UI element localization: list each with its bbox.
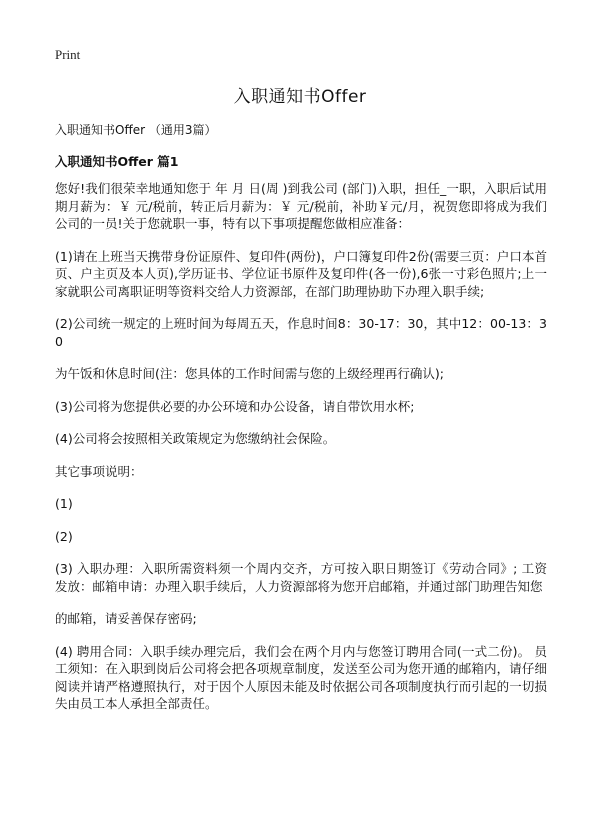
paragraph-note-1: (1) xyxy=(55,496,73,511)
document-subtitle: 入职通知书Offer （通用3篇） xyxy=(55,123,217,137)
paragraph-item-4: (4)公司将会按照相关政策规定为您缴纳社会保险。 xyxy=(55,431,336,446)
document-title: 入职通知书Offer xyxy=(233,87,367,107)
paragraph-note-2: (2) xyxy=(55,528,73,544)
paragraph-note-4: (4) 聘用合同：入职手续办理完后，我们会在两个月内与您签订聘用合同(一式二份)。 员工须知：在入职到岗后公司将会把各项规章制度，发送至公司为您开通的邮箱内，请仔细阅读并请严格遵照执行，对于因个人原因未能及时依据公司各项制度执行而引起的一切损失由员工本人承担全部责任。 xyxy=(55,643,547,711)
paragraph-item-1: (1)请在上班当天携带身份证原件、复印件(两份)，户口簿复印件2份(需要三页：户口本首页、户主页及本人页),学历证书、学位证书原件及复印件(各一份),6张一寸彩色照片;上一家就职公司离职证明等资料交给人力资源部，在部门助理协助下办理入职手续; xyxy=(55,248,547,299)
document-body xyxy=(55,180,547,728)
paragraph-other-notes: 其它事项说明： xyxy=(55,463,143,479)
paragraph-item-3: (3)公司将为您提供必要的办公环境和办公设备，请自带饮用水杯; xyxy=(55,398,415,414)
paragraph-note-3: (3) 入职办理：入职所需资料须一个周内交齐，方可按入职日期签订《劳动合同》; 工资发放：邮箱申请：办理入职手续后，人力资源部将为您开启邮箱，并通过部门助理告知您 xyxy=(55,561,547,594)
paragraph-intro: 您好!我们很荣幸地通知您于 年 月 日(周 )到我公司 (部门)入职，担任_一职，入职后试用期月薪为：￥ 元/税前，转正后月薪为：￥ 元/税前，补助￥元/月，祝贺您即将成为我们公司的一员!关于您就职一事，特有以下事项提醒您做相应准备： xyxy=(55,181,547,231)
paragraph-item-2: (2)公司统一规定的上班时间为每周五天，作息时间8：30-17：30，其中12：00-13：30 xyxy=(55,316,547,349)
print-link[interactable]: Print xyxy=(55,47,81,62)
paragraph-lunch-break: 为午饭和休息时间(注：您具体的工作时间需与您的上级经理再行确认); xyxy=(55,366,444,381)
section-heading: 入职通知书Offer 篇1 xyxy=(55,154,179,169)
paragraph-email: 的邮箱，请妥善保存密码; xyxy=(55,611,197,626)
